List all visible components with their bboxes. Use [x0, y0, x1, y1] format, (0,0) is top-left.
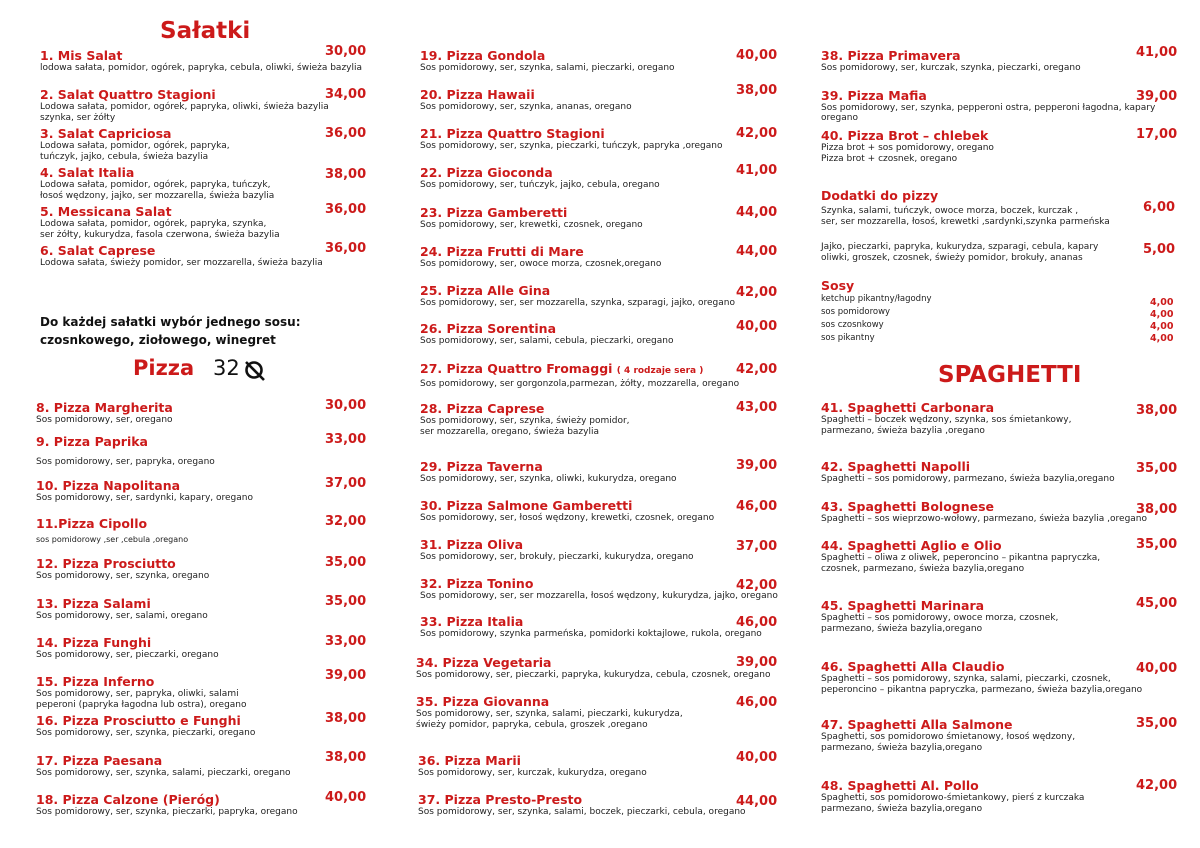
item-name: 28. Pizza Caprese: [420, 401, 545, 416]
item-name: 19. Pizza Gondola: [420, 48, 546, 63]
item-desc: sos pomidorowy ,ser ,cebula ,oregano: [36, 535, 189, 544]
menu-item: [40, 126, 230, 163]
item-price: 38,00: [1136, 403, 1178, 418]
item-name: 10. Pizza Napolitana: [36, 478, 181, 493]
toppings-price-1: 6,00: [1143, 200, 1176, 215]
item-desc: Lodowa sałata, świeży pomidor, ser mozzarella, świeża bazylia: [40, 258, 323, 268]
item-price: 38,00: [1136, 502, 1178, 517]
item-desc: Spaghetti – oliwa z oliwek, peperoncino – pikantna papryczka, czosnek, parmezano, świeża bazylia,oregano: [821, 553, 1101, 574]
item-name: 41. Spaghetti Carbonara: [821, 400, 995, 415]
menu-item: [36, 556, 209, 582]
item-name: 9. Pizza Paprika: [36, 434, 148, 449]
item-desc: Sos pomidorowy, ser, ser mozzarella, szynka, szparagi, jajko, oregano: [420, 298, 735, 308]
item-desc: Spaghetti – sos pomidorowy, owoce morza, czosnek, parmezano, świeża bazylia,oregano: [821, 613, 1059, 634]
item-name: 42. Spaghetti Napolli: [821, 459, 971, 474]
item-price: 17,00: [1136, 127, 1178, 142]
menu-item: [36, 674, 247, 711]
item-desc: Sos pomidorowy, ser gorgonzola,parmezan, żółty, mozzarella, oregano: [420, 379, 740, 389]
menu-item: [821, 598, 1058, 635]
item-desc: Sos pomidorowy, ser, papryka, oliwki, salami peperoni (papryka łagodna lub ostra), oregano: [36, 689, 247, 710]
item-desc: Spaghetti – boczek wędzony, szynka, sos śmietankowy, parmezano, świeża bazylia ,oregano: [821, 415, 1072, 436]
item-name: 16. Pizza Prosciutto e Funghi: [36, 713, 241, 728]
item-name: 31. Pizza Oliva: [420, 537, 524, 552]
menu-item: [36, 753, 291, 779]
sauce-item: sos pikantny: [821, 333, 875, 343]
item-name: 45. Spaghetti Marinara: [821, 598, 985, 613]
item-price: 36,00: [325, 126, 367, 141]
item-name: 1. Mis Salat: [40, 48, 123, 63]
toppings-title: Dodatki do pizzy: [821, 188, 939, 203]
item-desc: Sos pomidorowy, ser, pieczarki, papryka, kukurydza, cebula, czosnek, oregano: [416, 670, 771, 680]
menu-item: [420, 283, 735, 309]
salad-sauce-note: Do każdej sałatki wybór jednego sosu:: [40, 315, 301, 329]
item-name: 27. Pizza Quattro Fromaggi: [420, 361, 613, 376]
item-name: 11.Pizza Cipollo: [36, 516, 148, 531]
item-desc: Sos pomidorowy, ser, szynka, salami, pieczarki, kukurydza, świeży pomidor, papryka, cebula, groszek ,oregano: [416, 709, 683, 730]
item-desc: Spaghetti, sos pomidorowo-śmietankowy, pierś z kurczaka parmezano, świeża bazylia,oregano: [821, 793, 1085, 814]
menu-item: [821, 459, 1115, 485]
item-name: 6. Salat Caprese: [40, 243, 156, 258]
item-price: 37,00: [325, 476, 367, 491]
sauce-item: ketchup pikantny/łagodny: [821, 294, 932, 304]
menu-item: [36, 516, 188, 545]
item-price: 35,00: [1136, 716, 1178, 731]
item-name: 36. Pizza Marii: [418, 753, 521, 768]
item-price: 35,00: [325, 594, 367, 609]
item-name: 46. Spaghetti Alla Claudio: [821, 659, 1005, 674]
item-price: 43,00: [736, 400, 778, 415]
item-price: 33,00: [325, 432, 367, 447]
item-desc: Sos pomidorowy, ser, szynka, salami, pieczarki, oregano: [420, 63, 675, 73]
item-name: 33. Pizza Italia: [420, 614, 524, 629]
item-desc: Spaghetti – sos pomidorowy, parmezano, świeża bazylia,oregano: [821, 474, 1115, 484]
item-price: 39,00: [325, 668, 367, 683]
item-desc: Sos pomidorowy, ser, szynka, pieczarki, tuńczyk, papryka ,oregano: [420, 141, 723, 151]
item-price: 30,00: [325, 44, 367, 59]
item-desc: Sos pomidorowy, ser, brokuły, pieczarki, kukurydza, oregano: [420, 552, 694, 562]
item-price: 35,00: [325, 555, 367, 570]
item-name: 5. Messicana Salat: [40, 204, 172, 219]
menu-item: [420, 244, 661, 270]
spaghetti-title: SPAGHETTI: [938, 362, 1082, 388]
item-name: 37. Pizza Presto-Presto: [418, 792, 583, 807]
menu-item: [40, 165, 274, 202]
menu-item: [40, 87, 329, 124]
menu-item: [821, 778, 1084, 815]
menu-item: [420, 205, 643, 231]
item-price: 34,00: [325, 87, 367, 102]
menu-item: [36, 434, 215, 468]
item-price: 38,00: [325, 167, 367, 182]
menu-item: [821, 400, 1071, 437]
item-price: 40,00: [736, 319, 778, 334]
item-price: 33,00: [325, 634, 367, 649]
item-price: 42,00: [736, 362, 778, 377]
toppings-price-2: 5,00: [1143, 242, 1176, 257]
sauce-item: sos czosnkowy: [821, 320, 884, 330]
item-desc: Sos pomidorowy, ser, kurczak, kukurydza, oregano: [418, 768, 647, 778]
menu-item: [420, 48, 675, 74]
pizza-title: Pizza: [133, 356, 195, 380]
item-price: 46,00: [736, 499, 778, 514]
sauce-price: 4,00: [1150, 297, 1174, 308]
item-desc: Lodowa sałata, pomidor, ogórek, papryka, szynka, ser żółty, kukurydza, fasola czerwona, świeża bazylia: [40, 219, 280, 240]
item-name: 39. Pizza Mafia: [821, 88, 927, 103]
item-name: 47. Spaghetti Alla Salmone: [821, 717, 1013, 732]
item-name: 17. Pizza Paesana: [36, 753, 163, 768]
menu-item: [821, 659, 1142, 696]
item-desc: Spaghetti – sos wieprzowo-wołowy, parmezano, świeża bazylia ,oregano: [821, 514, 1148, 524]
item-price: 37,00: [736, 539, 778, 554]
item-price: 39,00: [1136, 89, 1178, 104]
menu-item: [416, 694, 683, 731]
item-name: 44. Spaghetti Aglio e Olio: [821, 538, 1002, 553]
item-name: 4. Salat Italia: [40, 165, 135, 180]
item-desc: Sos pomidorowy, ser, owoce morza, czosnek,oregano: [420, 259, 662, 269]
item-name: 23. Pizza Gamberetti: [420, 205, 568, 220]
item-price: 40,00: [1136, 661, 1178, 676]
item-desc: Sos pomidorowy, ser, szynka, świeży pomidor, ser mozzarella, oregano, świeża bazylia: [420, 416, 630, 437]
menu-item: [821, 128, 994, 165]
item-desc: Sos pomidorowy, ser, salami, cebula, pieczarki, oregano: [420, 336, 674, 346]
item-desc: Sos pomidorowy, ser, szynka, ananas, oregano: [420, 102, 632, 112]
menu-item: [420, 361, 739, 390]
item-price: 40,00: [325, 790, 367, 805]
item-name: 24. Pizza Frutti di Mare: [420, 244, 584, 259]
item-price: 32,00: [325, 514, 367, 529]
item-name: 26. Pizza Sorentina: [420, 321, 557, 336]
pizza-size: 32: [213, 356, 240, 380]
item-name: 43. Spaghetti Bolognese: [821, 499, 995, 514]
item-desc: Lodowa sałata, pomidor, ogórek, papryka, tuńczyk, jajko, cebula, świeża bazylia: [40, 141, 230, 162]
item-name: 21. Pizza Quattro Stagioni: [420, 126, 605, 141]
item-price: 44,00: [736, 794, 778, 809]
item-desc: Sos pomidorowy, ser, szynka, pieczarki, oregano: [36, 728, 256, 738]
item-price: 46,00: [736, 615, 778, 630]
menu-item: [821, 499, 1147, 525]
sauce-price: 4,00: [1150, 321, 1174, 332]
menu-item: [36, 400, 173, 426]
item-price: 42,00: [736, 126, 778, 141]
diameter-icon: [243, 359, 267, 383]
item-name: 20. Pizza Hawaii: [420, 87, 535, 102]
item-name: 22. Pizza Gioconda: [420, 165, 553, 180]
item-price: 35,00: [1136, 461, 1178, 476]
item-name: 18. Pizza Calzone (Pieróg): [36, 792, 220, 807]
item-name: 32. Pizza Tonino: [420, 576, 534, 591]
item-desc: Sos pomidorowy, ser, oregano: [36, 415, 173, 425]
item-name: 30. Pizza Salmone Gamberetti: [420, 498, 633, 513]
menu-item: [420, 498, 714, 524]
item-price: 30,00: [325, 398, 367, 413]
item-price: 38,00: [736, 83, 778, 98]
sauces-title: Sosy: [821, 278, 855, 293]
menu-item: [36, 478, 253, 504]
menu-item: [416, 655, 771, 681]
menu-item: [420, 87, 632, 113]
salad-sauce-note: czosnkowego, ziołowego, winegret: [40, 333, 276, 347]
item-price: 45,00: [1136, 596, 1178, 611]
menu-item: [420, 459, 677, 485]
item-desc: Sos pomidorowy, ser, sardynki, kapary, oregano: [36, 493, 253, 503]
menu-item: [40, 243, 323, 269]
salads-title: Sałatki: [160, 18, 251, 44]
item-desc: Sos pomidorowy, ser, szynka, salami, pieczarki, oregano: [36, 768, 291, 778]
item-price: 39,00: [736, 655, 778, 670]
item-price: 41,00: [1136, 45, 1178, 60]
item-price: 40,00: [736, 48, 778, 63]
item-desc: Sos pomidorowy, ser, szynka, pepperoni ostra, pepperoni łagodna, kapary oregano: [821, 103, 1156, 123]
menu-item: [36, 792, 298, 818]
menu-item: [420, 537, 694, 563]
item-price: 36,00: [325, 202, 367, 217]
toppings-group-2: Jajko, pieczarki, papryka, kukurydza, szparagi, cebula, kapary oliwki, groszek, czosnek, świeży pomidor, brokuły, ananas: [821, 242, 1099, 263]
item-name: 12. Pizza Prosciutto: [36, 556, 176, 571]
item-desc: lodowa sałata, pomidor, ogórek, papryka, cebula, oliwki, świeża bazylia: [40, 63, 363, 73]
item-desc: Sos pomidorowy, ser, pieczarki, oregano: [36, 650, 219, 660]
item-name: 38. Pizza Primavera: [821, 48, 961, 63]
item-name: 3. Salat Capriciosa: [40, 126, 172, 141]
item-name: 48. Spaghetti Al. Pollo: [821, 778, 979, 793]
item-desc: Sos pomidorowy, ser, łosoś wędzony, krewetki, czosnek, oregano: [420, 513, 715, 523]
item-desc: Sos pomidorowy, ser, krewetki, czosnek, oregano: [420, 220, 643, 230]
menu-item: [40, 48, 362, 74]
item-desc: Sos pomidorowy, szynka parmeńska, pomidorki koktajlowe, rukola, oregano: [420, 629, 762, 639]
item-price: 42,00: [1136, 778, 1178, 793]
menu-item: [420, 165, 660, 191]
item-price: 41,00: [736, 163, 778, 178]
item-price: 36,00: [325, 241, 367, 256]
menu-item: [36, 635, 219, 661]
item-price: 38,00: [325, 711, 367, 726]
menu-item: [420, 401, 630, 438]
item-price: 40,00: [736, 750, 778, 765]
item-name: 40. Pizza Brot – chlebek: [821, 128, 989, 143]
item-note: ( 4 rodzaje sera ): [616, 366, 704, 376]
item-price: 44,00: [736, 205, 778, 220]
item-desc: Lodowa sałata, pomidor, ogórek, papryka, oliwki, świeża bazylia szynka, ser żółty: [40, 102, 329, 123]
item-name: 35. Pizza Giovanna: [416, 694, 550, 709]
item-desc: Pizza brot + sos pomidorowy, oregano Pizza brot + czosnek, oregano: [821, 143, 994, 164]
item-name: 29. Pizza Taverna: [420, 459, 543, 474]
item-desc: Spaghetti – sos pomidorowy, szynka, salami, pieczarki, czosnek, peperoncino – pikantna papryczka, parmezano, świeża bazylia,oregano: [821, 674, 1143, 695]
item-desc: Sos pomidorowy, ser, szynka, oliwki, kukurydza, oregano: [420, 474, 677, 484]
menu-item: [418, 792, 746, 818]
item-name: 2. Salat Quattro Stagioni: [40, 87, 216, 102]
item-price: 39,00: [736, 458, 778, 473]
item-name: 14. Pizza Funghi: [36, 635, 152, 650]
sauce-price: 4,00: [1150, 333, 1174, 344]
item-name: 8. Pizza Margherita: [36, 400, 173, 415]
item-name: 34. Pizza Vegetaria: [416, 655, 552, 670]
item-desc: Lodowa sałata, pomidor, ogórek, papryka, tuńczyk, łosoś wędzony, jajko, ser mozzarella, świeża bazylia: [40, 180, 275, 201]
menu-item: [420, 321, 673, 347]
item-desc: Sos pomidorowy, ser, kurczak, szynka, pieczarki, oregano: [821, 63, 1081, 73]
menu-item: [420, 576, 778, 602]
item-price: 42,00: [736, 285, 778, 300]
menu-item: [821, 48, 1081, 74]
menu-item: [40, 204, 280, 241]
menu-item: [36, 713, 255, 739]
sauce-price: 4,00: [1150, 309, 1174, 320]
menu-item: [821, 538, 1100, 575]
menu-item: [36, 596, 208, 622]
item-name: 25. Pizza Alle Gina: [420, 283, 551, 298]
toppings-group-1: Szynka, salami, tuńczyk, owoce morza, boczek, kurczak , ser, ser mozzarella, łosoś, krewetki ,sardynki,szynka parmeńska: [821, 206, 1110, 227]
menu-item: [420, 614, 762, 640]
item-desc: Sos pomidorowy, ser, salami, oregano: [36, 611, 208, 621]
item-desc: Sos pomidorowy, ser, szynka, salami, boczek, pieczarki, cebula, oregano: [418, 807, 746, 817]
item-desc: Sos pomidorowy, ser, papryka, oregano: [36, 457, 215, 467]
item-desc: Sos pomidorowy, ser, tuńczyk, jajko, cebula, oregano: [420, 180, 660, 190]
sauce-item: sos pomidorowy: [821, 307, 891, 317]
menu-item: [821, 717, 1075, 754]
item-price: 35,00: [1136, 537, 1178, 552]
menu-item: [821, 88, 1155, 123]
item-price: 46,00: [736, 695, 778, 710]
item-desc: Sos pomidorowy, ser, szynka, oregano: [36, 571, 210, 581]
item-desc: Sos pomidorowy, ser, ser mozzarella, łosoś wędzony, kukurydza, jajko, oregano: [420, 591, 778, 601]
item-desc: Sos pomidorowy, ser, szynka, pieczarki, papryka, oregano: [36, 807, 298, 817]
item-price: 42,00: [736, 578, 778, 593]
menu-item: [420, 126, 722, 152]
item-price: 38,00: [325, 750, 367, 765]
menu-item: [418, 753, 647, 779]
item-desc: Spaghetti, sos pomidorowo śmietanowy, łosoś wędzony, parmezano, świeża bazylia,oregano: [821, 732, 1076, 753]
item-price: 44,00: [736, 244, 778, 259]
item-name: 15. Pizza Inferno: [36, 674, 155, 689]
item-name: 13. Pizza Salami: [36, 596, 151, 611]
